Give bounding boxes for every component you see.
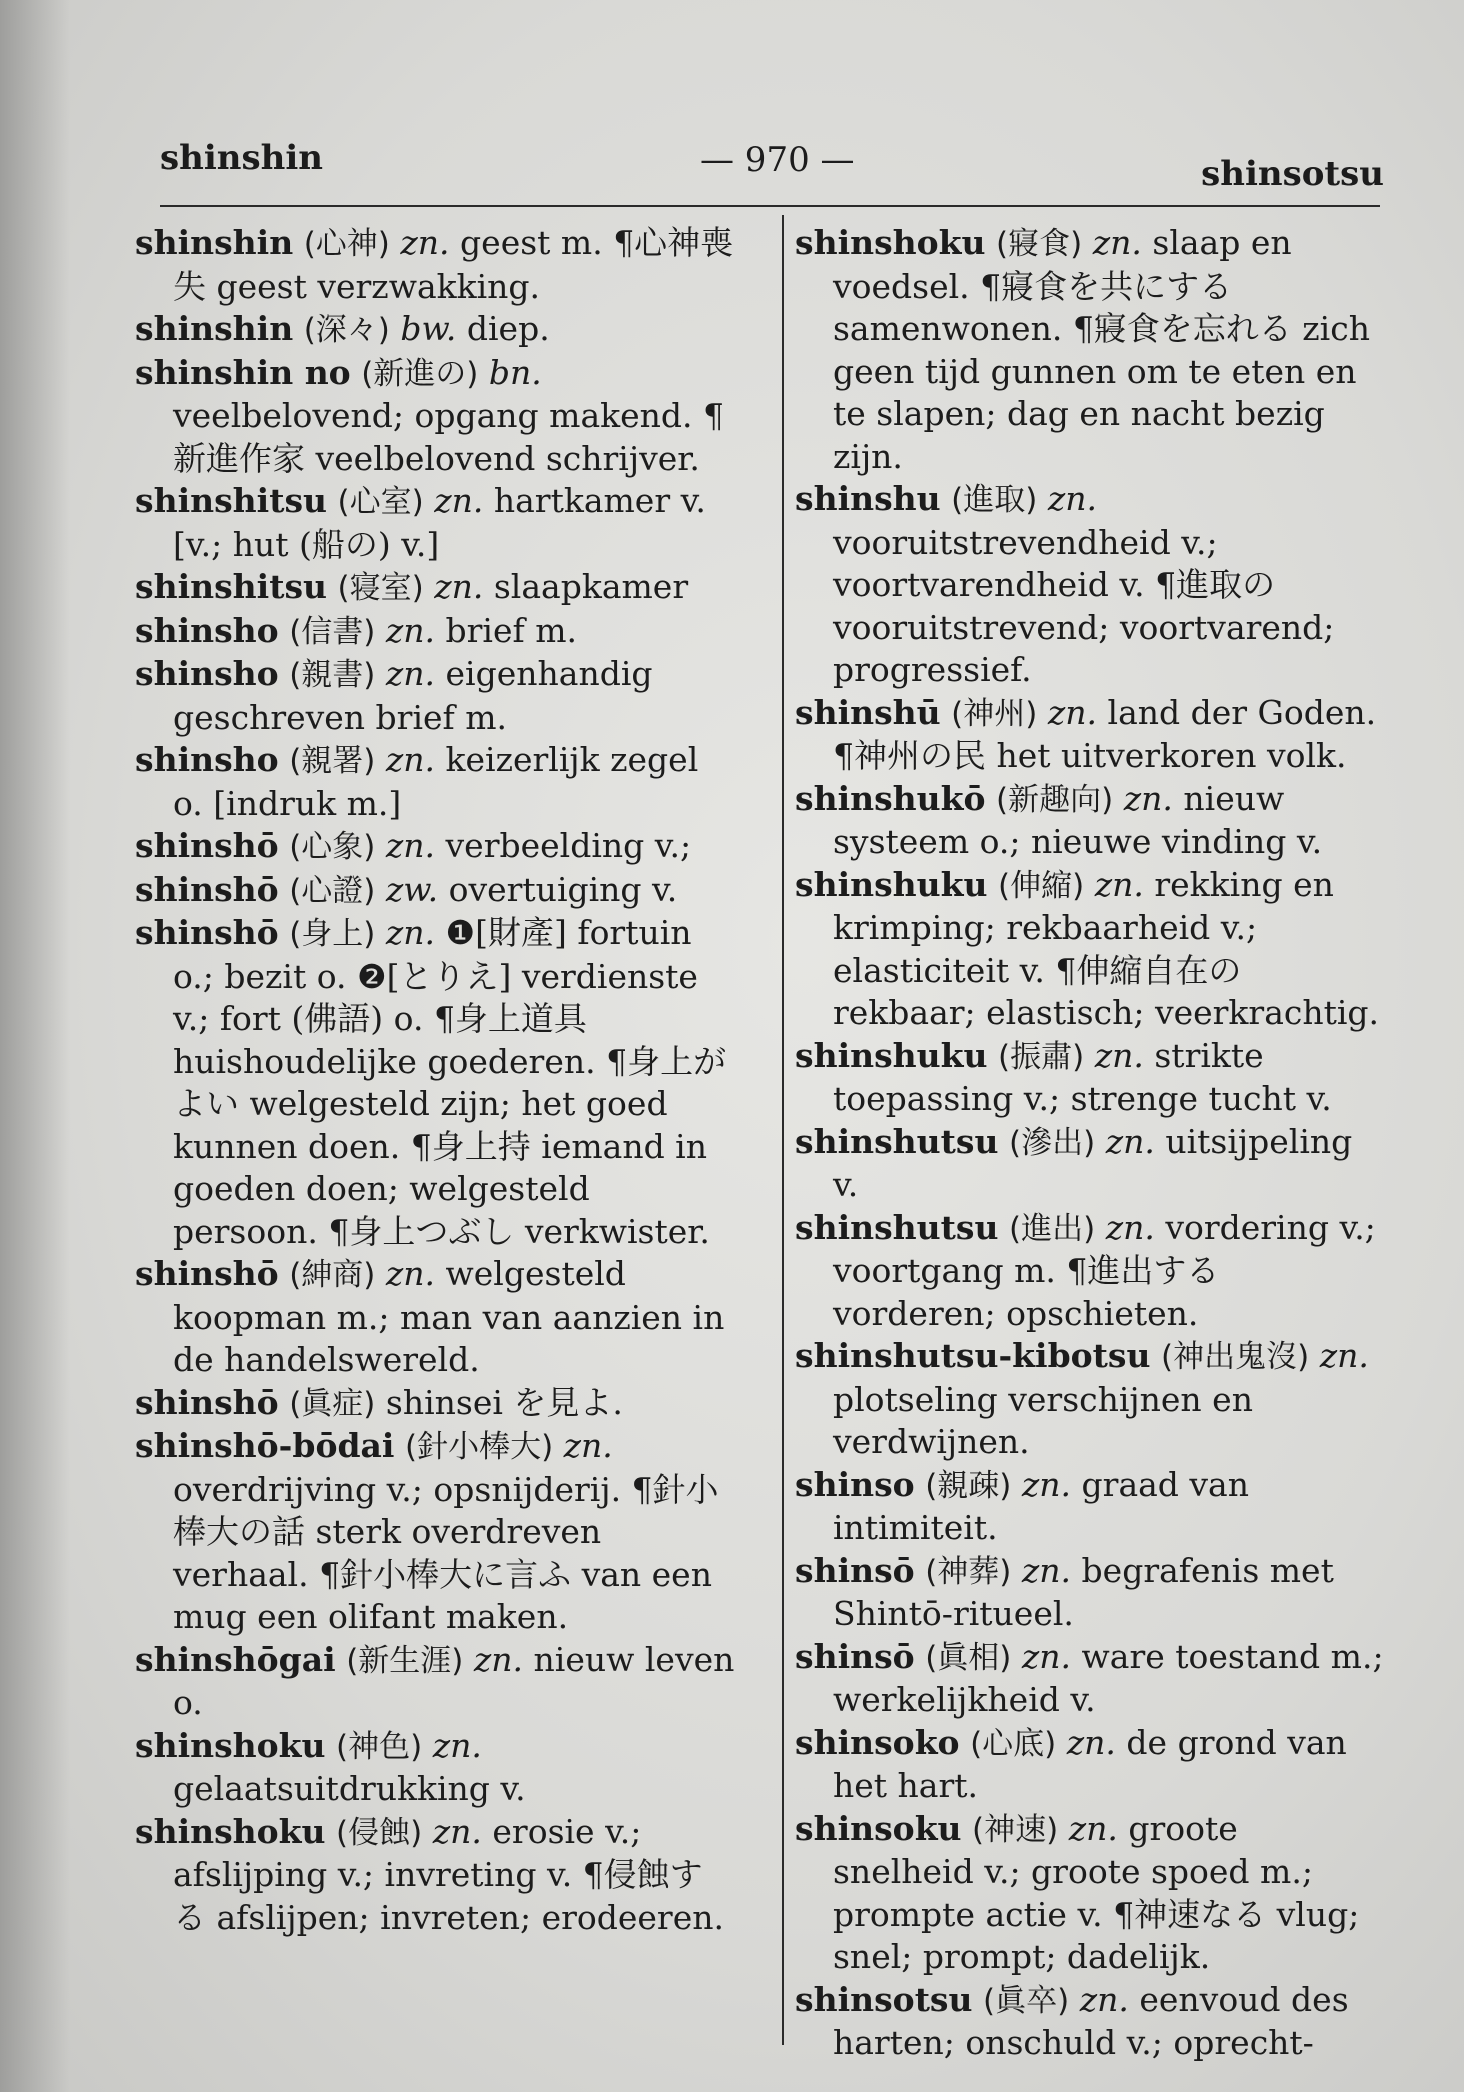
part-of-speech: zn.	[1105, 1207, 1155, 1247]
definition: keizerlijk zegel o. [indruk m.]	[173, 740, 699, 823]
part-of-speech: zn.	[434, 481, 484, 520]
dictionary-entry	[135, 1811, 735, 1940]
kanji: (寝室)	[337, 570, 424, 606]
dictionary-entry	[135, 308, 735, 352]
kanji: (神色)	[336, 1728, 423, 1765]
part-of-speech: zn.	[385, 826, 436, 865]
part-of-speech: zn.	[1047, 692, 1098, 732]
dictionary-entry	[795, 864, 1385, 1035]
dictionary-entry	[135, 480, 735, 566]
dictionary-entry	[135, 352, 735, 481]
part-of-speech: zn.	[1021, 1636, 1072, 1676]
definition: vordering v.; voortgang m. ¶進出する vorderen; opschieten.	[833, 1207, 1376, 1333]
dictionary-entry	[795, 1550, 1385, 1636]
dictionary-entry	[135, 739, 735, 825]
part-of-speech: zn.	[1094, 1035, 1144, 1075]
kanji: (寢食)	[996, 226, 1083, 262]
headword: shinshitsu	[135, 481, 328, 520]
dictionary-entry	[795, 1335, 1385, 1464]
headword: shinshuku	[795, 1035, 988, 1075]
kanji: (身上)	[289, 916, 376, 952]
dictionary-entry	[135, 1382, 735, 1426]
headword: shinsoko	[795, 1722, 960, 1762]
kanji: (深々)	[303, 312, 390, 348]
dictionary-entry	[795, 778, 1385, 864]
kanji: (神葬)	[925, 1553, 1012, 1590]
kanji: (滲出)	[1008, 1124, 1096, 1161]
headword: shinsho	[135, 654, 279, 693]
headword: shinshoku	[135, 1811, 326, 1851]
definition: land der Goden. ¶神州の民 het uitverkoren volk.	[833, 692, 1377, 775]
kanji: (心底)	[970, 1725, 1057, 1762]
headword: shinshin	[135, 309, 294, 348]
dictionary-entry	[795, 1722, 1385, 1808]
definition: brief m.	[445, 610, 577, 650]
definition: welgesteld koopman m.; man van aanzien in de handelswereld.	[173, 1254, 725, 1379]
header-right-guideword: shinsotsu	[1201, 154, 1384, 194]
kanji: (親書)	[289, 657, 376, 693]
headword: shinsō	[795, 1636, 915, 1676]
part-of-speech: zn.	[1079, 1979, 1129, 2019]
page-header	[160, 138, 1384, 194]
dictionary-entry	[135, 222, 735, 308]
dictionary-entry	[135, 1639, 735, 1725]
headword: shinshō	[135, 826, 279, 865]
definition: diep.	[466, 309, 550, 348]
definition: de grond van het hart.	[833, 1722, 1347, 1805]
headword: shinso	[795, 1464, 915, 1504]
headword: shinsō	[795, 1550, 915, 1590]
definition: overdrijving v.; opsnijderij. ¶針小棒大の話 sterk overdreven verhaal. ¶針小棒大に言ふ van een mug een olifant maken.	[173, 1469, 719, 1636]
headword: shinshōgai	[135, 1639, 336, 1679]
part-of-speech: zn.	[1094, 864, 1144, 904]
definition: graad van intimiteit.	[833, 1464, 1249, 1547]
part-of-speech: zn.	[1123, 778, 1173, 818]
headword: shinshū	[795, 692, 941, 732]
definition: hartkamer v. [v.; hut (船の) v.]	[173, 481, 706, 564]
part-of-speech: zn.	[1319, 1336, 1369, 1375]
page-number: — 970 —	[700, 140, 855, 180]
part-of-speech: zn.	[385, 913, 436, 952]
headword: shinshuku	[795, 864, 988, 904]
kanji: (心象)	[289, 829, 376, 865]
kanji: (新趣向)	[996, 781, 1114, 818]
kanji: (眞卒)	[983, 1982, 1070, 2019]
kanji: (進出)	[1008, 1210, 1096, 1247]
part-of-speech: zn.	[432, 1725, 482, 1765]
definition: vooruitstrevendheid v.; voortvarendheid v. ¶進取の vooruitstrevend; voortvarend; progressief.	[833, 522, 1335, 689]
part-of-speech: zn.	[1092, 223, 1142, 262]
kanji: (紳商)	[289, 1257, 376, 1293]
dictionary-entry	[795, 692, 1385, 778]
dictionary-entry	[135, 566, 735, 610]
dictionary-entry	[795, 222, 1385, 478]
headword: shinshutsu-kibotsu	[795, 1336, 1151, 1375]
definition: nieuw systeem o.; nieuwe vinding v.	[833, 778, 1323, 861]
part-of-speech: zn.	[1105, 1121, 1155, 1161]
dictionary-entry	[795, 1636, 1385, 1722]
headword: shinshutsu	[795, 1121, 999, 1161]
dictionary-entry	[795, 478, 1385, 692]
kanji: (眞症)	[289, 1385, 376, 1422]
kanji: (眞相)	[925, 1639, 1012, 1676]
definition: rekking en krimping; rekbaarheid v.; elasticiteit v. ¶伸縮自在の rekbaar; elastisch; veerkrachtig.	[833, 864, 1380, 1032]
kanji: (心神)	[303, 226, 390, 262]
part-of-speech: zn.	[563, 1426, 613, 1465]
part-of-speech: zn.	[1021, 1464, 1072, 1504]
definition: begrafenis met Shintō-ritueel.	[833, 1550, 1334, 1633]
headword: shinshin no	[135, 352, 351, 392]
headword: shinshu	[795, 479, 941, 518]
dictionary-entry	[135, 869, 735, 913]
header-rule	[160, 205, 1380, 207]
part-of-speech: zn.	[385, 654, 436, 693]
book-spine-shadow	[0, 0, 70, 2092]
definition: shinsei を見よ.	[385, 1382, 623, 1422]
dictionary-entry	[795, 1207, 1385, 1336]
part-of-speech: zn.	[400, 223, 450, 262]
headword: shinshō	[135, 1254, 279, 1293]
definition: eigenhandig geschreven brief m.	[173, 654, 653, 737]
part-of-speech: zn.	[1047, 479, 1098, 518]
headword: shinsho	[135, 610, 279, 650]
header-left-guideword: shinshin	[160, 138, 323, 178]
headword: shinshitsu	[135, 567, 328, 606]
part-of-speech: zn.	[434, 567, 484, 606]
headword: shinshō	[135, 1382, 279, 1422]
part-of-speech: zn.	[385, 740, 436, 779]
dictionary-entry	[135, 653, 735, 739]
headword: shinsho	[135, 740, 279, 779]
definition: slaapkamer	[493, 567, 689, 606]
part-of-speech: bw.	[400, 309, 457, 348]
headword: shinshō	[135, 913, 279, 952]
column-divider	[782, 215, 784, 2045]
definition: verbeelding v.;	[445, 826, 692, 865]
dictionary-entry	[135, 610, 735, 654]
part-of-speech: zn.	[1021, 1550, 1072, 1590]
kanji: (神出鬼沒)	[1160, 1339, 1310, 1375]
dictionary-entry	[135, 825, 735, 869]
definition: veelbelovend; opgang makend. ¶新進作家 veelbelovend schrijver.	[173, 396, 724, 478]
headword: shinsoku	[795, 1808, 962, 1848]
definition: strikte toepassing v.; strenge tucht v.	[833, 1035, 1332, 1118]
kanji: (心室)	[337, 484, 424, 520]
definition: ware toestand m.; werkelijkheid v.	[833, 1636, 1384, 1719]
left-column	[135, 222, 735, 1939]
kanji: (神州)	[951, 695, 1038, 732]
headword: shinshoku	[795, 223, 986, 262]
part-of-speech: zn.	[385, 1254, 436, 1293]
kanji: (振肅)	[998, 1038, 1085, 1075]
headword: shinsotsu	[795, 1979, 973, 2019]
definition: overtuiging v.	[448, 869, 678, 909]
dictionary-entry	[795, 1808, 1385, 1979]
kanji: (進取)	[951, 482, 1038, 518]
definition: plotseling verschijnen en verdwijnen.	[833, 1379, 1253, 1461]
headword: shinshukō	[795, 778, 986, 818]
part-of-speech: zn.	[432, 1811, 482, 1851]
kanji: (針小棒大)	[404, 1429, 554, 1465]
kanji: (侵蝕)	[336, 1814, 423, 1851]
kanji: (新進の)	[361, 355, 479, 392]
kanji: (信書)	[289, 613, 376, 650]
definition: uitsijpeling v.	[833, 1121, 1353, 1204]
dictionary-entry	[135, 1725, 735, 1811]
definition: gelaatsuitdrukking v.	[173, 1769, 526, 1808]
part-of-speech: zn.	[473, 1639, 524, 1679]
definition: eenvoud des harten; onschuld v.; oprecht-	[833, 1979, 1349, 2062]
right-column	[795, 222, 1385, 2065]
dictionary-entry	[795, 1464, 1385, 1550]
part-of-speech: zn.	[1066, 1722, 1116, 1762]
headword: shinshoku	[135, 1725, 326, 1765]
headword: shinshin	[135, 223, 294, 262]
dictionary-entry	[795, 1979, 1385, 2065]
dictionary-entry	[795, 1121, 1385, 1207]
part-of-speech: zn.	[1068, 1808, 1118, 1848]
dictionary-entry	[135, 1425, 735, 1639]
kanji: (親疎)	[925, 1467, 1012, 1504]
dictionary-entry	[135, 1253, 735, 1382]
dictionary-entry	[135, 912, 735, 1253]
part-of-speech: zn.	[385, 610, 436, 650]
part-of-speech: zw.	[385, 869, 439, 909]
headword: shinshō-bōdai	[135, 1426, 395, 1465]
dictionary-entry	[795, 1035, 1385, 1121]
kanji: (親署)	[289, 743, 376, 779]
kanji: (伸縮)	[998, 867, 1085, 904]
definition: geest m. ¶心神喪失 geest verzwakking.	[173, 223, 734, 306]
headword: shinshō	[135, 869, 279, 909]
part-of-speech: bn.	[488, 352, 542, 392]
headword: shinshutsu	[795, 1207, 999, 1247]
kanji: (神速)	[972, 1811, 1059, 1848]
definition: erosie v.; afslijping v.; invreting v. ¶侵蝕する afslijpen; invreten; erodeeren.	[173, 1811, 724, 1937]
kanji: (心證)	[289, 872, 376, 909]
definition: ❶[財產] fortuin o.; bezit o. ❷[とりえ] verdienste v.; fort (佛語) o. ¶身上道具 huishoudelijke goederen. ¶身上がよい welgesteld zijn; het goed kunnen doen. ¶身上持 iemand in goeden doen; welgesteld persoon. ¶身上つぶし verkwister.	[173, 913, 727, 1251]
definition: nieuw leven o.	[173, 1639, 735, 1722]
definition: slaap en voedsel. ¶寢食を共にする samenwonen. ¶寢食を忘れる zich geen tijd gunnen om te eten en te slapen; dag en nacht bezig zijn.	[833, 223, 1370, 476]
definition: groote snelheid v.; groote spoed m.; prompte actie v. ¶神速なる vlug; snel; prompt; dadelijk.	[833, 1808, 1360, 1976]
kanji: (新生涯)	[346, 1642, 464, 1679]
